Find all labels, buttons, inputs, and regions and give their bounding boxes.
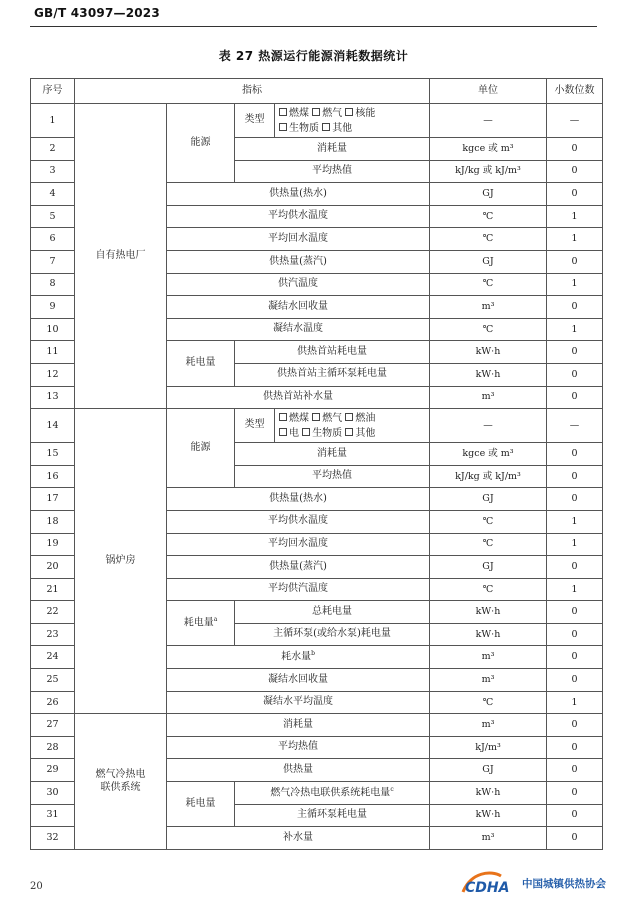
checkbox[interactable] <box>312 413 320 421</box>
column-header-unit: 单位 <box>430 79 547 104</box>
checkbox[interactable] <box>312 108 320 116</box>
table-row: 11 耗电量 供热首站耗电量 kW·h 0 <box>31 341 603 364</box>
row-unit: — <box>430 104 547 138</box>
checkbox[interactable] <box>279 428 287 436</box>
table-row: 6 平均回水温度 ℃ 1 <box>31 228 603 251</box>
fuel-type-choices: 燃煤 燃气 核能 生物质 其他 <box>275 104 430 138</box>
fuel-type-choices: 燃煤 燃气 燃油 电 生物质 其他 <box>275 409 430 443</box>
table-title: 表 27 热源运行能源消耗数据统计 <box>218 49 409 63</box>
row-indicator: 供热量(蒸汽) <box>167 556 430 579</box>
checkbox[interactable] <box>279 123 287 131</box>
row-indicator: 凝结水平均温度 <box>167 691 430 714</box>
table-row: 22 耗电量$^a$ 总耗电量 kW·h 0 <box>31 601 603 624</box>
table-row: 5 平均供水温度 ℃ 1 <box>31 205 603 228</box>
checkbox[interactable] <box>345 108 353 116</box>
table-row: 3 平均热值 kJ/kg 或 kJ/m³ 0 <box>31 160 603 183</box>
row-indicator: 消耗量 <box>235 443 430 466</box>
row-indicator: 总耗电量 <box>235 601 430 624</box>
row-indicator: 平均回水温度 <box>167 228 430 251</box>
table-row: 14 锅炉房 能源 类型 燃煤 燃气 燃油 电 生物质 其他 — — <box>31 409 603 443</box>
subgroup-power: 耗电量$^a$ <box>167 601 235 646</box>
checkbox[interactable] <box>345 413 353 421</box>
row-indicator: 供热首站补水量 <box>167 386 430 409</box>
row-indicator: 平均供水温度 <box>167 205 430 228</box>
column-header-indicator: 指标 <box>75 79 430 104</box>
row-indicator: 平均热值 <box>235 160 430 183</box>
table-row: 17 供热量(热水) GJ 0 <box>31 488 603 511</box>
standard-code: GB/T 43097—2023 <box>34 6 160 20</box>
table-row: 30 耗电量 燃气冷热电联供系统耗电量$^c$ kW·h 0 <box>31 782 603 805</box>
row-seq: 1 <box>31 104 75 138</box>
table-row: 31 主循环泵耗电量 kW·h 0 <box>31 804 603 827</box>
row-decimals: — <box>547 104 603 138</box>
row-indicator: 主循环泵耗电量 <box>235 804 430 827</box>
table-row: 29 供热量 GJ 0 <box>31 759 603 782</box>
row-indicator: 供热量(蒸汽) <box>167 250 430 273</box>
row-indicator: 供热量(热水) <box>167 488 430 511</box>
type-label: 类型 <box>235 104 275 138</box>
table-row: 13 供热首站补水量 m³ 0 <box>31 386 603 409</box>
row-indicator: 平均供水温度 <box>167 510 430 533</box>
row-indicator: 平均回水温度 <box>167 533 430 556</box>
table-row: 23 主循环泵(或给水泵)耗电量 kW·h 0 <box>31 623 603 646</box>
subgroup-power: 耗电量 <box>167 782 235 827</box>
table-row: 7 供热量(蒸汽) GJ 0 <box>31 250 603 273</box>
table-row: 24 耗水量$^b$ m³ 0 <box>31 646 603 669</box>
row-indicator: 平均供汽温度 <box>167 578 430 601</box>
row-indicator: 平均热值 <box>167 736 430 759</box>
column-header-decimals: 小数位数 <box>547 79 603 104</box>
row-indicator: 消耗量 <box>167 714 430 737</box>
logo-mark: CDHA <box>465 880 510 896</box>
row-indicator: 消耗量 <box>235 138 430 161</box>
org-name: 中国城镇供热协会 <box>522 878 606 890</box>
row-indicator: 凝结水回收量 <box>167 669 430 692</box>
table-row <box>31 104 603 138</box>
row-indicator: 供热量 <box>167 759 430 782</box>
group-label: 自有热电厂 <box>75 104 167 409</box>
checkbox[interactable] <box>345 428 353 436</box>
header-row <box>31 79 603 104</box>
table-row: 2 消耗量 kgce 或 m³ 0 <box>31 138 603 161</box>
table-row: 20 供热量(蒸汽) GJ 0 <box>31 556 603 579</box>
table-row: 28 平均热值 kJ/m³ 0 <box>31 736 603 759</box>
table-row: 16 平均热值 kJ/kg 或 kJ/m³ 0 <box>31 465 603 488</box>
column-header-seq: 序号 <box>31 79 75 104</box>
row-indicator: 供汽温度 <box>167 273 430 296</box>
row-indicator: 补水量 <box>167 827 430 850</box>
row-indicator: 供热量(热水) <box>167 183 430 206</box>
table-row: 15 消耗量 kgce 或 m³ 0 <box>31 443 603 466</box>
row-indicator: 耗水量$^b$ <box>167 646 430 669</box>
table-row: 18 平均供水温度 ℃ 1 <box>31 510 603 533</box>
table-row: 19 平均回水温度 ℃ 1 <box>31 533 603 556</box>
subgroup-energy: 能源 <box>167 409 235 488</box>
subgroup-energy: 能源 <box>167 104 235 183</box>
table-row: 8 供汽温度 ℃ 1 <box>31 273 603 296</box>
row-indicator: 供热首站耗电量 <box>235 341 430 364</box>
group-label: 锅炉房 <box>75 409 167 714</box>
row-indicator: 主循环泵(或给水泵)耗电量 <box>235 623 430 646</box>
row-indicator: 燃气冷热电联供系统耗电量$^c$ <box>235 782 430 805</box>
table-row: 27 燃气冷热电 联供系统 消耗量 m³ 0 <box>31 714 603 737</box>
table-row: 25 凝结水回收量 m³ 0 <box>31 669 603 692</box>
table-row: 9 凝结水回收量 m³ 0 <box>31 296 603 319</box>
table-row: 4 供热量(热水) GJ 0 <box>31 183 603 206</box>
table-row: 10 凝结水温度 ℃ 1 <box>31 318 603 341</box>
header-rule <box>30 26 597 27</box>
table-row: 32 补水量 m³ 0 <box>31 827 603 850</box>
subgroup-power: 耗电量 <box>167 341 235 386</box>
checkbox[interactable] <box>302 428 310 436</box>
row-indicator: 供热首站主循环泵耗电量 <box>235 363 430 386</box>
table-row: 26 凝结水平均温度 ℃ 1 <box>31 691 603 714</box>
checkbox[interactable] <box>279 108 287 116</box>
checkbox[interactable] <box>279 413 287 421</box>
table-row: 21 平均供汽温度 ℃ 1 <box>31 578 603 601</box>
checkbox[interactable] <box>322 123 330 131</box>
group-label: 燃气冷热电 联供系统 <box>75 714 167 850</box>
type-label: 类型 <box>235 409 275 443</box>
table-row: 12 供热首站主循环泵耗电量 kW·h 0 <box>31 363 603 386</box>
page-number: 20 <box>30 881 43 892</box>
row-indicator: 凝结水温度 <box>167 318 430 341</box>
energy-consumption-table <box>30 78 603 850</box>
row-indicator: 凝结水回收量 <box>167 296 430 319</box>
row-indicator: 平均热值 <box>235 465 430 488</box>
